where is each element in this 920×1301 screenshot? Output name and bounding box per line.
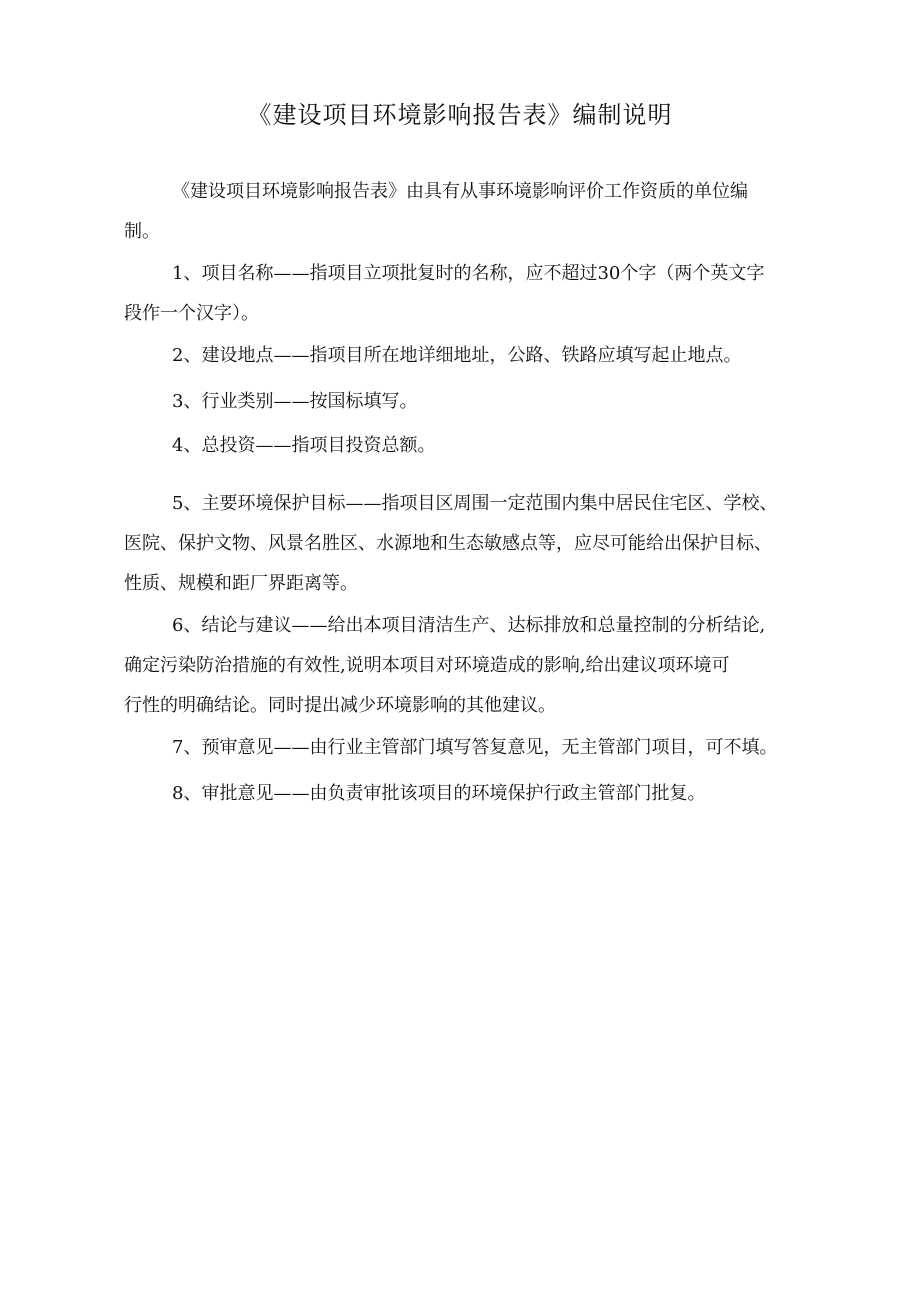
item-7-line-1: 7、预审意见——由行业主管部门填写答复意见，无主管部门项目，可不填。	[172, 737, 778, 758]
item-1-line-1: 1、项目名称——指项目立项批复时的名称，应不超过30个字（两个英文字	[172, 263, 765, 284]
item-6-line-3: 行性的明确结论。同时提出减少环境影响的其他建议。	[124, 695, 556, 716]
item-6-line-2: 确定污染防治措施的有效性,说明本项目对环境造成的影响,给出建议项环境可	[124, 655, 730, 676]
page-title: 《建设项目环境影响报告表》编制说明	[247, 101, 673, 129]
item-4-line-1: 4、总投资——指项目投资总额。	[172, 435, 436, 456]
item-2-line-1: 2、建设地点——指项目所在地详细地址，公路、铁路应填写起止地点。	[172, 345, 742, 366]
item-6-line-1: 6、结论与建议——给出本项目清洁生产、达标排放和总量控制的分析结论,	[172, 615, 766, 636]
intro-paragraph	[124, 172, 830, 252]
item-3-line-1: 3、行业类别——按国标填写。	[172, 391, 418, 412]
intro-line-2: 制。	[124, 221, 160, 242]
item-5-paragraph	[124, 484, 830, 604]
item-4-paragraph	[124, 426, 830, 466]
item-7-paragraph	[124, 728, 830, 768]
item-5-line-1: 5、主要环境保护目标——指项目区周围一定范围内集中居民住宅区、学校、	[172, 493, 778, 514]
item-8-line-1: 8、审批意见——由负责审批该项目的环境保护行政主管部门批复。	[172, 783, 706, 804]
intro-line-1: 《建设项目环境影响报告表》由具有从事环境影响评价工作资质的单位编	[172, 181, 748, 202]
item-5-line-2: 医院、保护文物、风景名胜区、水源地和生态敏感点等，应尽可能给出保护目标、	[124, 533, 772, 554]
item-2-paragraph	[124, 336, 830, 376]
item-6-paragraph	[124, 606, 830, 726]
item-8-paragraph	[124, 774, 830, 814]
item-1-paragraph	[124, 254, 830, 334]
item-5-line-3: 性质、规模和距厂界距离等。	[124, 573, 358, 594]
item-3-paragraph	[124, 382, 830, 422]
item-1-line-2: 段作一个汉字）。	[124, 303, 259, 324]
